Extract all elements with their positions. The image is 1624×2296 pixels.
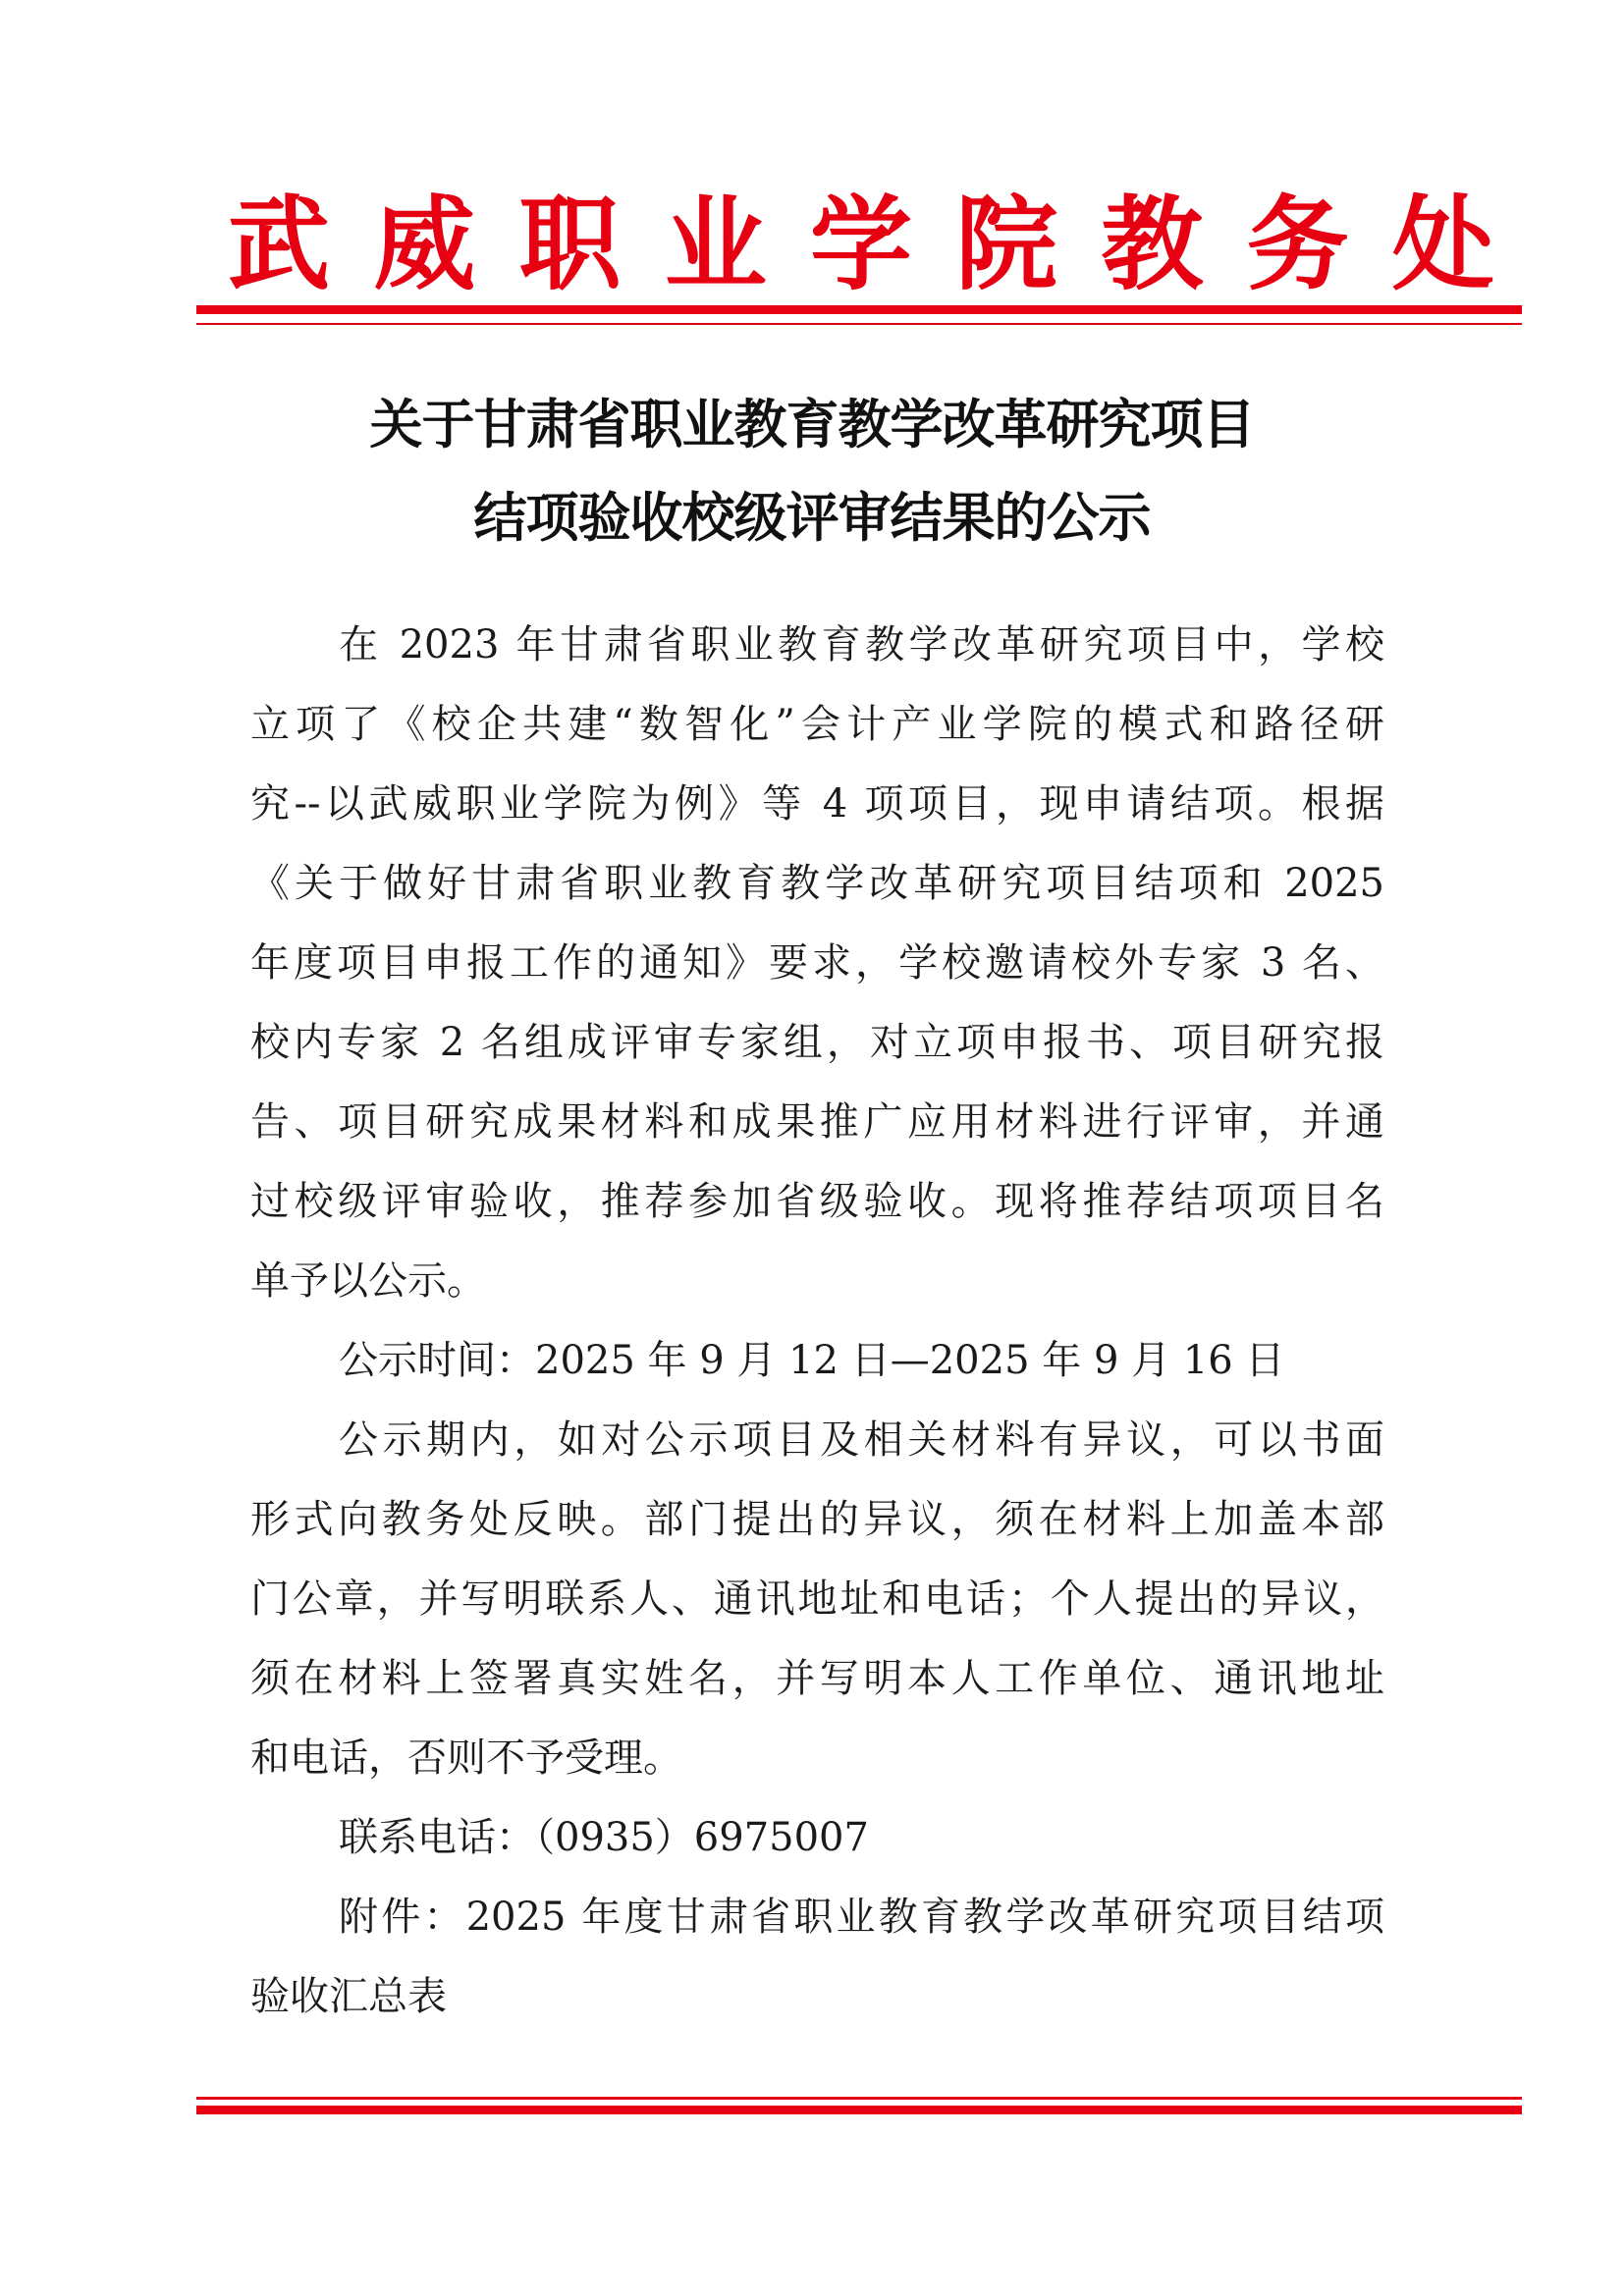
doc-title-line-1: 关于甘肃省职业教育教学改革研究项目 bbox=[369, 393, 1255, 455]
paragraph-5-line: 附件：2025 年度甘肃省职业教育教学改革研究项目结项 bbox=[339, 1895, 1384, 1940]
footer-thin-rule bbox=[196, 2097, 1522, 2100]
paragraph-1-line: 单予以公示。 bbox=[250, 1258, 486, 1304]
paragraph-3-line: 公示期内，如对公示项目及相关材料有异议，可以书面 bbox=[339, 1417, 1384, 1463]
org-name-char: 武 bbox=[228, 184, 331, 304]
paragraph-1-line: 告、项目研究成果材料和成果推广应用材料进行评审，并通 bbox=[250, 1099, 1384, 1145]
paragraph-3-line: 门公章，并写明联系人、通讯地址和电话；个人提出的异议， bbox=[250, 1576, 1384, 1622]
paragraph-5-line: 验收汇总表 bbox=[250, 1974, 447, 2019]
paragraph-3-line: 和电话，否则不予受理。 bbox=[250, 1735, 682, 1781]
header-thick-rule bbox=[196, 305, 1522, 314]
paragraph-1-line: 《关于做好甘肃省职业教育教学改革研究项目结项和 2025 bbox=[250, 861, 1384, 906]
header-thin-rule bbox=[196, 323, 1522, 325]
org-name-char: 务 bbox=[1246, 184, 1349, 304]
org-name-char: 教 bbox=[1101, 184, 1204, 304]
paragraph-1-line: 究--以武威职业学院为例》等 4 项项目，现申请结项。根据 bbox=[250, 781, 1384, 827]
paragraph-1-line: 立项了《校企共建“数智化”会计产业学院的模式和路径研 bbox=[250, 702, 1384, 747]
org-name-char: 职 bbox=[518, 184, 622, 304]
org-letterhead bbox=[228, 177, 1494, 304]
paragraph-4-line: 联系电话：（0935）6975007 bbox=[339, 1815, 869, 1860]
org-name-char: 业 bbox=[664, 184, 767, 304]
footer-thick-rule bbox=[196, 2106, 1522, 2114]
paragraph-1-line: 在 2023 年甘肃省职业教育教学改革研究项目中，学校 bbox=[339, 622, 1384, 667]
paragraph-1-line: 校内专家 2 名组成评审专家组，对立项申报书、项目研究报 bbox=[250, 1020, 1384, 1065]
paragraph-2-line: 公示时间：2025 年 9 月 12 日—2025 年 9 月 16 日 bbox=[339, 1338, 1285, 1383]
paragraph-1-line: 过校级评审验收，推荐参加省级验收。现将推荐结项项目名 bbox=[250, 1179, 1384, 1224]
org-name-char: 院 bbox=[955, 184, 1058, 304]
paragraph-3-line: 形式向教务处反映。部门提出的异议，须在材料上加盖本部 bbox=[250, 1497, 1384, 1542]
paragraph-1-line: 年度项目申报工作的通知》要求，学校邀请校外专家 3 名、 bbox=[250, 940, 1384, 986]
org-name-char: 学 bbox=[809, 184, 912, 304]
doc-title-line-2: 结项验收校级评审结果的公示 bbox=[473, 486, 1151, 549]
org-name-char: 处 bbox=[1391, 184, 1494, 304]
paragraph-3-line: 须在材料上签署真实姓名，并写明本人工作单位、通讯地址 bbox=[250, 1656, 1384, 1701]
org-name-char: 威 bbox=[373, 184, 476, 304]
